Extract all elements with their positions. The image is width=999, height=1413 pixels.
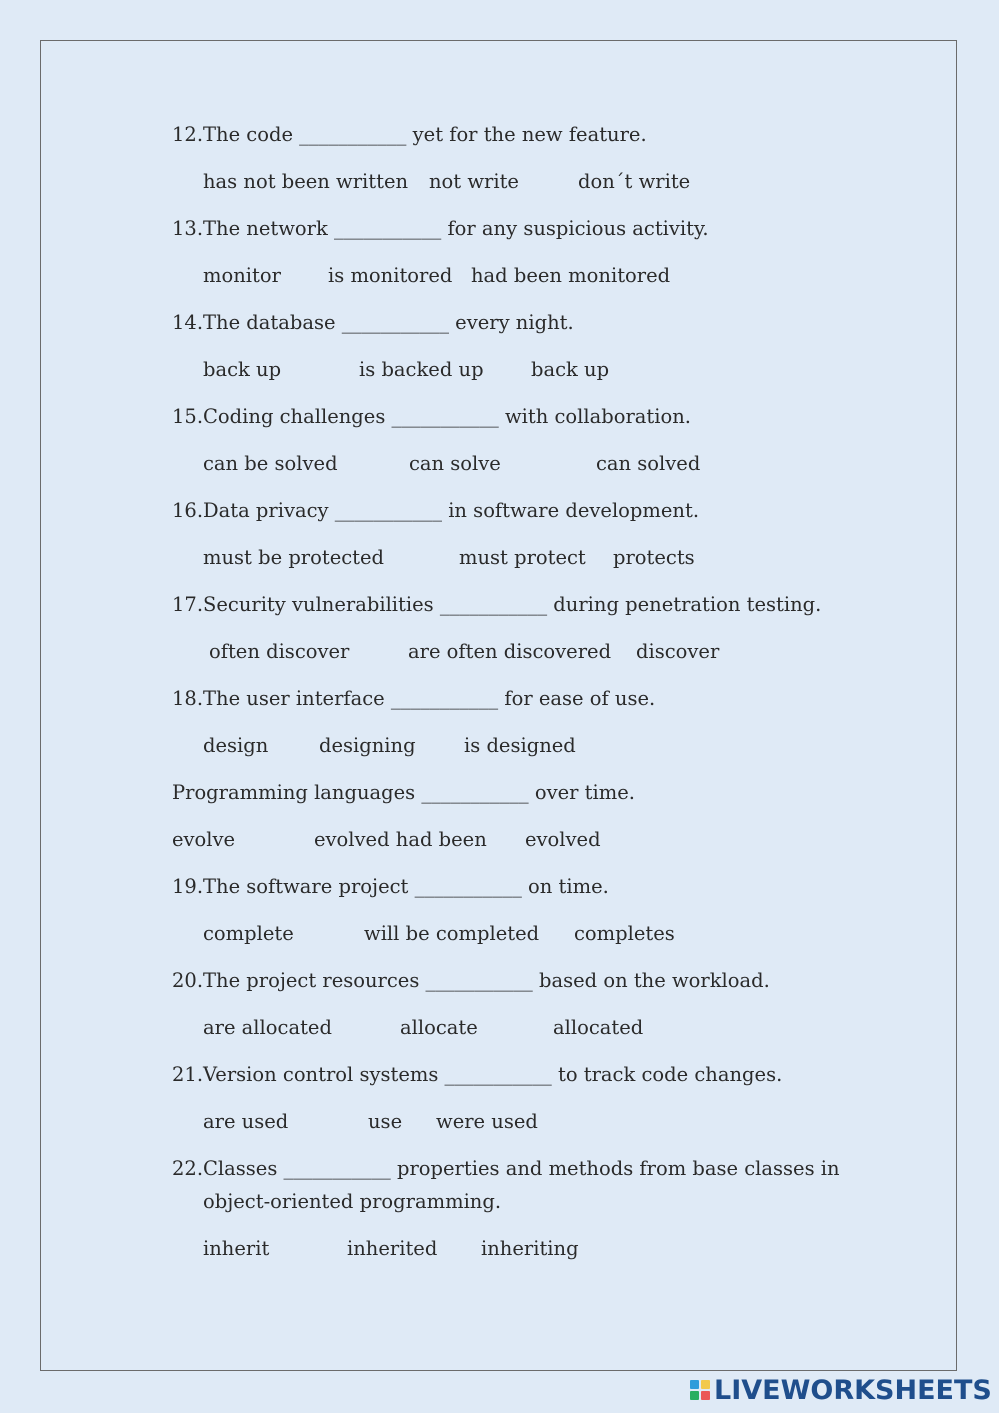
answer-option[interactable]: complete	[203, 922, 294, 945]
answer-option[interactable]: protects	[613, 546, 695, 569]
answer-option[interactable]: can be solved	[203, 452, 338, 475]
question-text: Security vulnerabilities ___________ during penetration testing.	[203, 593, 822, 616]
logo-squares-icon	[690, 1380, 710, 1400]
question-text: The software project ___________ on time.	[203, 875, 609, 898]
question-text: Data privacy ___________ in software development.	[203, 499, 700, 522]
answer-option[interactable]: must be protected	[203, 546, 385, 569]
question-number: 12.	[172, 123, 204, 146]
question-text: Programming languages ___________ over time.	[172, 781, 635, 804]
answer-option[interactable]: not write	[429, 170, 519, 193]
question-text: The network ___________ for any suspicious activity.	[203, 217, 709, 240]
question-number: 14.	[172, 311, 204, 334]
question-text-continued: object-oriented programming.	[203, 1190, 502, 1213]
answer-option[interactable]: were used	[436, 1110, 538, 1133]
answer-option[interactable]: are used	[203, 1110, 289, 1133]
answer-option[interactable]: designing	[319, 734, 416, 757]
question-number: 15.	[172, 405, 204, 428]
answer-option[interactable]: inherited	[347, 1237, 438, 1260]
answer-option[interactable]: is designed	[464, 734, 576, 757]
question-number: 18.	[172, 687, 204, 710]
answer-option[interactable]: design	[203, 734, 269, 757]
answer-option[interactable]: can solved	[596, 452, 701, 475]
question-number: 21.	[172, 1063, 204, 1086]
question-text: The code ___________ yet for the new feature.	[203, 123, 647, 146]
answer-option[interactable]: allocated	[553, 1016, 644, 1039]
question-text: Classes ___________ properties and methods from base classes in	[203, 1157, 840, 1180]
answer-option[interactable]: is backed up	[359, 358, 484, 381]
logo-text: LIVEWORKSHEETS	[714, 1374, 992, 1406]
answer-option[interactable]: evolved	[525, 828, 601, 851]
answer-option[interactable]: often discover	[209, 640, 350, 663]
question-number: 20.	[172, 969, 204, 992]
liveworksheets-logo[interactable]	[690, 1374, 992, 1406]
answer-option[interactable]: had been monitored	[471, 264, 671, 287]
question-text: The user interface ___________ for ease of use.	[203, 687, 656, 710]
answer-option[interactable]: completes	[574, 922, 675, 945]
logo-square	[690, 1391, 699, 1400]
question-number: 22.	[172, 1157, 204, 1180]
answer-option[interactable]: inheriting	[481, 1237, 579, 1260]
answer-option[interactable]: use	[368, 1110, 403, 1133]
question-text: Version control systems ___________ to track code changes.	[203, 1063, 783, 1086]
answer-option[interactable]: are allocated	[203, 1016, 332, 1039]
answer-option[interactable]: evolved had been	[314, 828, 487, 851]
answer-option[interactable]: inherit	[203, 1237, 270, 1260]
answer-option[interactable]: evolve	[172, 828, 236, 851]
answer-option[interactable]: back up	[203, 358, 282, 381]
question-text: The project resources ___________ based on the workload.	[203, 969, 770, 992]
answer-option[interactable]: are often discovered	[408, 640, 612, 663]
question-number: 17.	[172, 593, 204, 616]
question-text: Coding challenges ___________ with collaboration.	[203, 405, 691, 428]
answer-option[interactable]: has not been written	[203, 170, 409, 193]
answer-option[interactable]: don´t write	[578, 170, 691, 193]
logo-square	[701, 1380, 710, 1389]
question-number: 19.	[172, 875, 204, 898]
question-number: 13.	[172, 217, 204, 240]
logo-square	[701, 1391, 710, 1400]
logo-square	[690, 1380, 699, 1389]
question-number: 16.	[172, 499, 204, 522]
question-text: The database ___________ every night.	[203, 311, 574, 334]
answer-option[interactable]: allocate	[400, 1016, 478, 1039]
answer-option[interactable]: back up	[531, 358, 610, 381]
answer-option[interactable]: can solve	[409, 452, 501, 475]
answer-option[interactable]: is monitored	[328, 264, 453, 287]
answer-option[interactable]: discover	[636, 640, 720, 663]
answer-option[interactable]: monitor	[203, 264, 281, 287]
answer-option[interactable]: must protect	[459, 546, 586, 569]
answer-option[interactable]: will be completed	[364, 922, 540, 945]
